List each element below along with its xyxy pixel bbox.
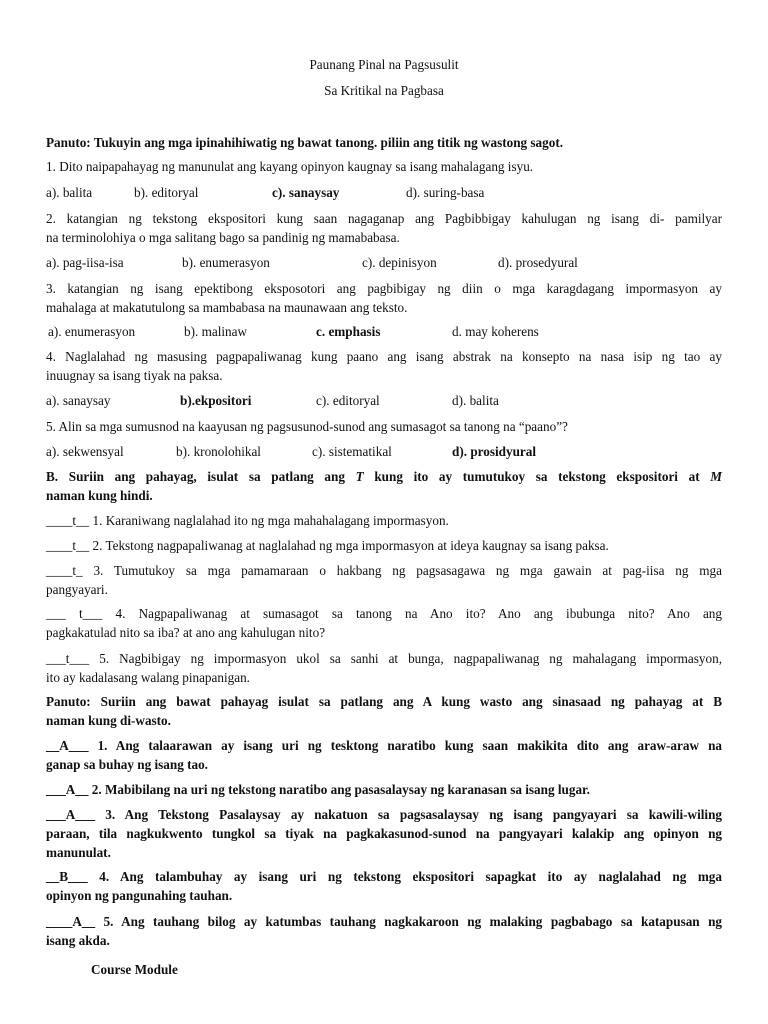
part-b-instruction-line-2: naman kung hindi. [46, 488, 153, 503]
question-3-options [46, 323, 726, 341]
option-b: b). editoryal [134, 185, 199, 200]
question-3-line-1: 3. katangian ng isang epektibong eksposotori ang pagbibigay ng diin o mga karagdagang impormasyon ay [46, 281, 722, 296]
part-c-item-1-line-1: __A___ 1. Ang talaarawan ay isang uri ng tesktong naratibo kung saan makikita dito ang araw-araw na [46, 738, 722, 753]
part-c-item-1-line-2: ganap sa buhay ng isang tao. [46, 757, 208, 772]
part-b-item-5-line-1: ___t___ 5. Nagbibigay ng impormasyon ukol sa sanhi at bunga, nagpapaliwanag ng mahalagang impormasyon, [46, 651, 722, 666]
option-b: b). malinaw [184, 324, 247, 339]
part-b-item-3 [46, 562, 722, 598]
option-a: a). sanaysay [46, 393, 111, 408]
question-4-options [46, 392, 726, 410]
question-3 [46, 280, 722, 316]
option-d-answer: d). prosidyural [452, 444, 537, 459]
option-d: d). prosedyural [498, 255, 578, 270]
part-a-instruction: Panuto: Tukuyin ang mga ipinahihiwatig ng bawat tanong. piliin ang titik ng wastong sagot. [46, 135, 564, 150]
option-a: a). enumerasyon [48, 324, 136, 339]
part-b-item-3-line-2: pangyayari. [46, 582, 108, 597]
letter-m: M [710, 469, 723, 484]
part-b-item-4-line-1: ___ t___ 4. Nagpapaliwanag at sumasagot sa tanong na Ano ito? Ano ang ibubunga nito? Ano ang [46, 606, 722, 621]
question-1: 1. Dito naipapahayag ng manunulat ang kayang opinyon kaugnay sa isang mahalagang isyu. [46, 159, 534, 174]
option-c: c). editoryal [316, 393, 380, 408]
question-4-line-2: inuugnay sa isang tiyak na paksa. [46, 368, 223, 383]
part-c-item-2: ___A__ 2. Mabibilang na uri ng tekstong naratibo ang pasasalaysay ng karanasan sa isang lugar. [46, 782, 590, 797]
part-b-item-2: ____t__ 2. Tekstong nagpapaliwanag at naglalahad ng mga impormasyon at ideya kaugnay sa isang paksa. [46, 538, 609, 553]
option-d: d). suring-basa [406, 185, 485, 200]
part-c-instruction-line-1: Panuto: Suriin ang bawat pahayag isulat sa patlang ang A kung wasto ang sinasaad ng pahayag at B [46, 694, 722, 709]
option-a: a). pag-iisa-isa [46, 255, 124, 270]
option-c: c). depinisyon [362, 255, 437, 270]
part-c-item-3-line-3: manunulat. [46, 845, 111, 860]
question-2 [46, 210, 722, 246]
part-c-item-5-line-2: isang akda. [46, 933, 110, 948]
page-title: Paunang Pinal na Pagsusulit [309, 57, 459, 72]
course-module-label: Course Module [91, 962, 178, 977]
part-b-instruction [46, 468, 722, 504]
option-b: b). enumerasyon [182, 255, 270, 270]
part-c-item-5 [46, 913, 722, 949]
option-c-answer: c. emphasis [316, 324, 381, 339]
option-b: b). kronolohikal [176, 444, 261, 459]
part-c-item-4-line-2: opinyon ng pangunahing tauhan. [46, 888, 233, 903]
part-b-instruction-start: B. Suriin ang pahayag, isulat sa patlang ang [46, 469, 356, 484]
part-b-instruction-line-1 [46, 468, 722, 485]
part-c-instruction-line-2: naman kung di-wasto. [46, 713, 171, 728]
part-c-item-3 [46, 806, 722, 861]
option-a: a). sekwensyal [46, 444, 124, 459]
part-b-item-3-line-1: ____t_ 3. Tumutukoy sa mga pamamaraan o hakbang ng pagsasagawa ng mga gawain at pag-iisa ng mga [46, 563, 722, 578]
question-4-line-1: 4. Naglalahad ng masusing pagpapaliwanag kung paano ang isang abstrak na konsepto na nasa isip ng tao ay [46, 349, 722, 364]
question-2-line-1: 2. katangian ng tekstong ekspositori kung saan nagaganap ang Pagbibbigay kahulugan ng isang di- pamilyar [46, 211, 722, 226]
option-a: a). balita [46, 185, 93, 200]
part-c-item-4-line-1: __B___ 4. Ang talambuhay ay isang uri ng tekstong ekspositori sapagkat ito ay naglalahad ng mga [46, 869, 722, 884]
question-3-line-2: mahalaga at makatutulong sa mambabasa na maunawaan ang teksto. [46, 300, 408, 315]
letter-t: T [355, 469, 364, 484]
part-b-item-5 [46, 650, 722, 686]
option-c: c). sistematikal [312, 444, 392, 459]
question-5: 5. Alin sa mga sumusnod na kaayusan ng pagsusunod-sunod ang sumasagot sa tanong na “paano”? [46, 419, 568, 434]
part-c-item-5-line-1: ____A__ 5. Ang tauhang bilog ay katumbas tauhang nagkakaroon ng malaking pagbabago sa katapusan ng [46, 914, 722, 929]
question-4 [46, 348, 722, 384]
option-d: d. may koherens [452, 324, 539, 339]
part-b-item-5-line-2: ito ay kadalasang walang pinapanigan. [46, 670, 250, 685]
question-2-line-2: na terminolohiya o mga salitang bago sa pandinig ng mamababasa. [46, 230, 400, 245]
part-b-item-4 [46, 605, 722, 641]
part-b-item-1: ____t__ 1. Karaniwang naglalahad ito ng mga mahahalagang impormasyon. [46, 513, 449, 528]
part-c-instruction [46, 693, 722, 729]
part-b-instruction-middle: kung ito ay tumutukoy sa tekstong ekspositori at [363, 469, 711, 484]
option-b-answer: b).ekpositori [180, 393, 252, 408]
option-d: d). balita [452, 393, 499, 408]
part-c-item-3-line-2: paraan, tila nagkukwento tungkol sa tiyak na pagkakasunod-sunod na pangyayari kalakip ang opinyon ng [46, 826, 722, 841]
part-c-item-3-line-1: ___A___ 3. Ang Tekstong Pasalaysay ay nakatuon sa pagsasalaysay ng isang pangyayari sa kawili-wiling [46, 807, 722, 822]
page-subtitle: Sa Kritikal na Pagbasa [324, 83, 444, 98]
question-2-options [46, 254, 726, 272]
part-c-item-1 [46, 737, 722, 773]
option-c-answer: c). sanaysay [272, 185, 340, 200]
question-5-options [46, 443, 726, 461]
part-c-item-4 [46, 868, 722, 904]
question-1-options [46, 184, 726, 202]
part-b-item-4-line-2: pagkakatulad nito sa iba? at ano ang kahulugan nito? [46, 625, 326, 640]
